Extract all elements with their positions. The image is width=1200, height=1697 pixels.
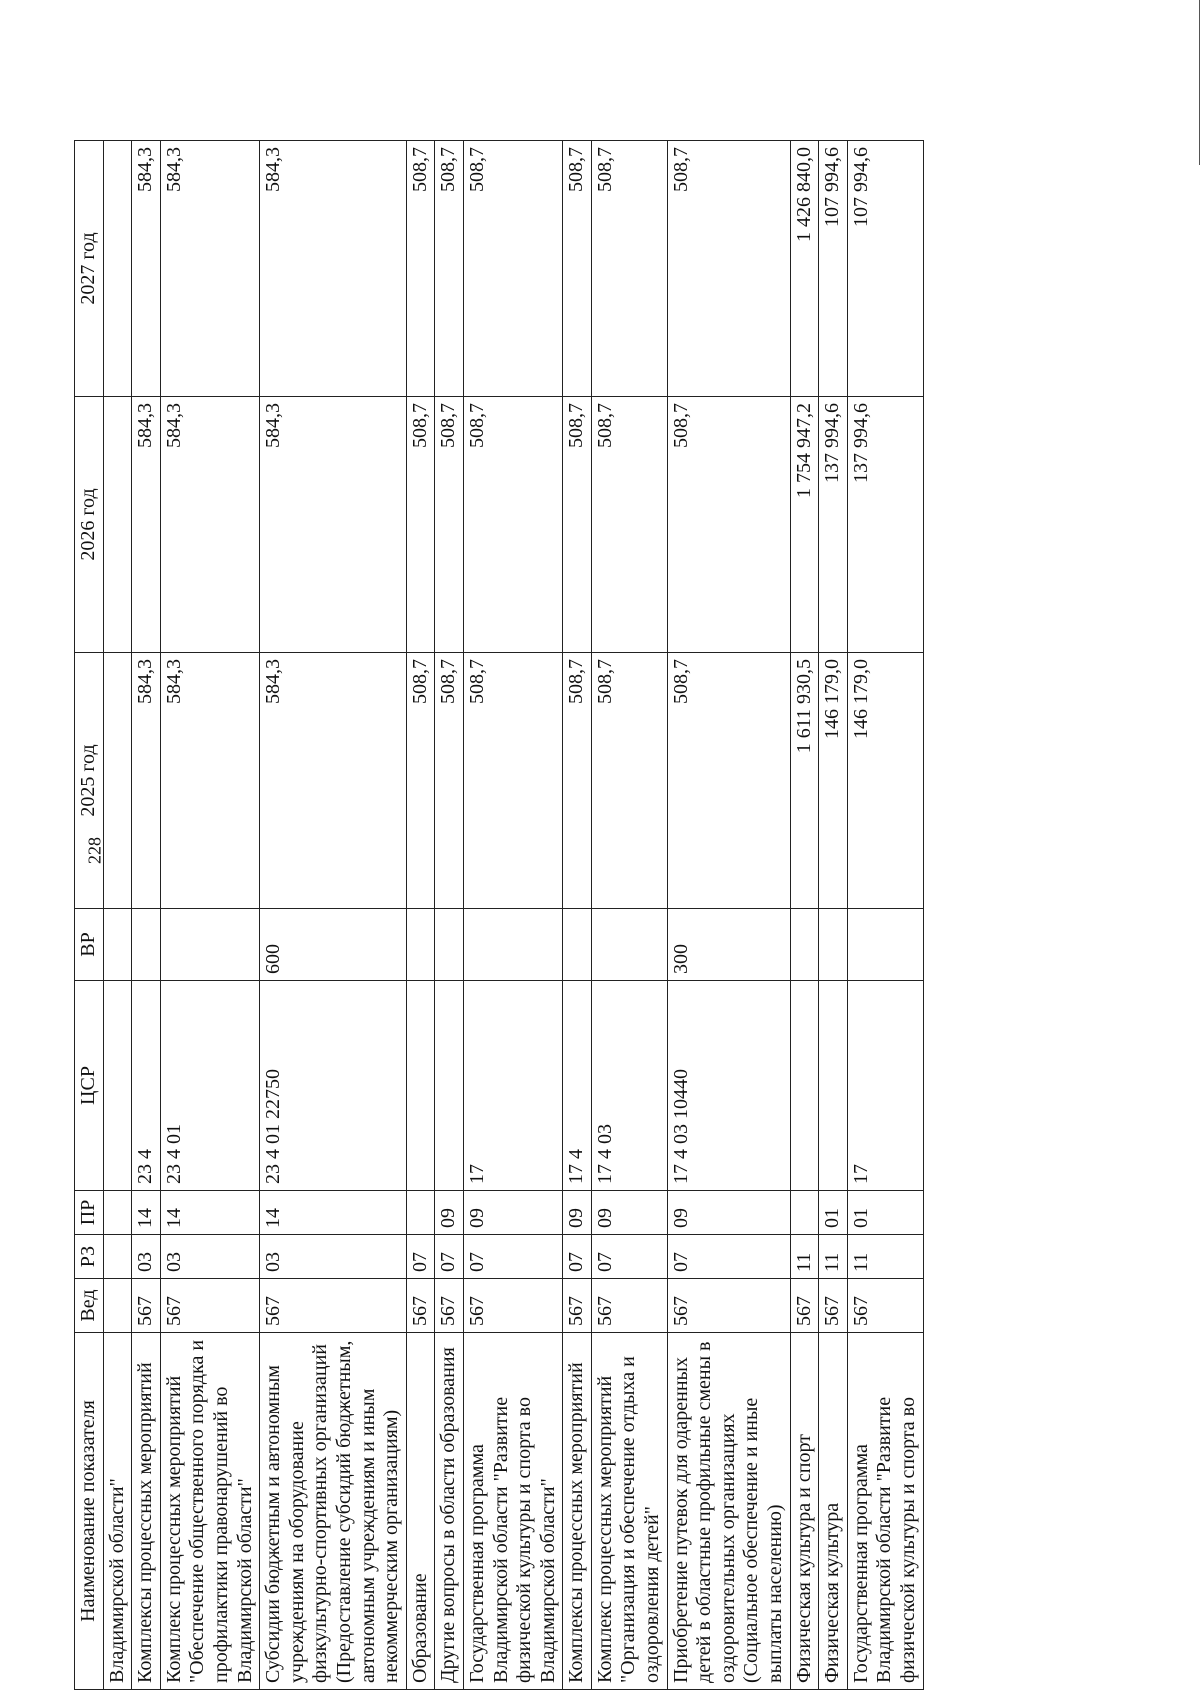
row-vr [435, 909, 464, 981]
row-2026: 584,3 [132, 397, 161, 653]
row-name: Комплекс процессных мероприятий "Организация и обеспечение отдыха и оздоровления детей" [591, 1333, 667, 1690]
row-vr [160, 909, 259, 981]
row-vr [463, 909, 562, 981]
table-row [847, 141, 923, 1690]
row-vr [591, 909, 667, 981]
row-2026: 137 994,6 [819, 397, 848, 653]
table-row [667, 141, 790, 1690]
header-vr: ВР [75, 909, 104, 981]
row-2026: 508,7 [463, 397, 562, 653]
row-rz: 07 [463, 1235, 562, 1279]
row-rz: 11 [819, 1235, 848, 1279]
row-rz [103, 1235, 132, 1279]
row-rz: 03 [132, 1235, 161, 1279]
row-2026: 508,7 [406, 397, 435, 653]
row-rz: 03 [160, 1235, 259, 1279]
header-pr: ПР [75, 1191, 104, 1235]
budget-table [74, 140, 924, 1690]
row-2025: 508,7 [563, 653, 592, 909]
row-vr [103, 909, 132, 981]
row-csr: 23 4 01 22750 [260, 981, 407, 1191]
row-name: Государственная программа Владимирской области "Развитие физической культуры и спорта во [847, 1333, 923, 1690]
row-csr [790, 981, 819, 1191]
row-ved: 567 [847, 1279, 923, 1333]
row-csr: 17 4 03 [591, 981, 667, 1191]
row-2025: 584,3 [260, 653, 407, 909]
row-2026: 508,7 [435, 397, 464, 653]
row-2027: 1 426 840,0 [790, 141, 819, 397]
row-csr: 23 4 [132, 981, 161, 1191]
row-pr: 01 [847, 1191, 923, 1235]
row-name: Физическая культура и спорт [790, 1333, 819, 1690]
row-ved: 567 [591, 1279, 667, 1333]
row-pr: 09 [667, 1191, 790, 1235]
row-ved: 567 [563, 1279, 592, 1333]
row-csr [819, 981, 848, 1191]
row-vr [819, 909, 848, 981]
row-2025: 584,3 [160, 653, 259, 909]
row-name: Физическая культура [819, 1333, 848, 1690]
row-pr: 14 [260, 1191, 407, 1235]
row-ved: 567 [260, 1279, 407, 1333]
row-csr: 23 4 01 [160, 981, 259, 1191]
row-2025: 508,7 [463, 653, 562, 909]
row-2025: 146 179,0 [819, 653, 848, 909]
row-2027: 584,3 [160, 141, 259, 397]
row-pr: 14 [160, 1191, 259, 1235]
row-name: Комплекс процессных мероприятий "Обеспечение общественного порядка и профилактики правонарушений во Владимирской области" [160, 1333, 259, 1690]
row-csr: 17 [463, 981, 562, 1191]
row-pr [406, 1191, 435, 1235]
row-2027: 508,7 [406, 141, 435, 397]
header-ved: Вед [75, 1279, 104, 1333]
header-csr: ЦСР [75, 981, 104, 1191]
row-rz: 07 [591, 1235, 667, 1279]
header-row [75, 141, 104, 1690]
row-ved: 567 [463, 1279, 562, 1333]
table-row [103, 141, 132, 1690]
table-row [406, 141, 435, 1690]
row-name: Государственная программа Владимирской области "Развитие физической культуры и спорта во Владимирской области" [463, 1333, 562, 1690]
table-row [790, 141, 819, 1690]
row-rz: 11 [847, 1235, 923, 1279]
table-row [591, 141, 667, 1690]
header-rz: РЗ [75, 1235, 104, 1279]
row-2027: 107 994,6 [819, 141, 848, 397]
row-csr [406, 981, 435, 1191]
row-2026: 584,3 [260, 397, 407, 653]
row-2026: 508,7 [591, 397, 667, 653]
row-name: Образование [406, 1333, 435, 1690]
table-row [260, 141, 407, 1690]
row-vr [406, 909, 435, 981]
row-name: Комплексы процессных мероприятий [132, 1333, 161, 1690]
row-pr: 01 [819, 1191, 848, 1235]
row-2027: 508,7 [463, 141, 562, 397]
row-2027: 584,3 [132, 141, 161, 397]
row-ved: 567 [790, 1279, 819, 1333]
row-rz: 11 [790, 1235, 819, 1279]
row-2026: 1 754 947,2 [790, 397, 819, 653]
row-name: Приобретение путевок для одаренных детей в областные профильные смены в оздоровительных организациях (Социальное обеспечение и иные выплаты населению) [667, 1333, 790, 1690]
row-vr [847, 909, 923, 981]
row-2025: 508,7 [667, 653, 790, 909]
row-2026: 137 994,6 [847, 397, 923, 653]
row-csr [103, 981, 132, 1191]
row-2026: 508,7 [563, 397, 592, 653]
row-2026: 508,7 [667, 397, 790, 653]
row-2025: 508,7 [406, 653, 435, 909]
row-2025: 584,3 [132, 653, 161, 909]
page-number: 228 [84, 837, 105, 864]
row-name: Субсидии бюджетным и автономным учреждениям на оборудование физкультурно-спортивных организаций (Предоставление субсидий бюджетным, автономным учреждениям и иным некоммерческим организациям) [260, 1333, 407, 1690]
table-body [103, 141, 923, 1690]
table-row [463, 141, 562, 1690]
row-vr [790, 909, 819, 981]
row-2027: 508,7 [591, 141, 667, 397]
row-2027 [103, 141, 132, 397]
row-2027: 508,7 [563, 141, 592, 397]
row-rz: 07 [563, 1235, 592, 1279]
row-csr [435, 981, 464, 1191]
table-row [563, 141, 592, 1690]
row-2026: 584,3 [160, 397, 259, 653]
header-2025: 2025 год [75, 653, 104, 909]
row-pr: 09 [591, 1191, 667, 1235]
row-ved: 567 [160, 1279, 259, 1333]
row-vr: 300 [667, 909, 790, 981]
row-pr: 09 [435, 1191, 464, 1235]
row-ved: 567 [667, 1279, 790, 1333]
row-csr: 17 [847, 981, 923, 1191]
row-2027: 508,7 [435, 141, 464, 397]
row-csr: 17 4 [563, 981, 592, 1191]
row-2025: 508,7 [435, 653, 464, 909]
row-ved: 567 [132, 1279, 161, 1333]
row-rz: 07 [667, 1235, 790, 1279]
row-ved: 567 [435, 1279, 464, 1333]
row-pr: 14 [132, 1191, 161, 1235]
row-name: Другие вопросы в области образования [435, 1333, 464, 1690]
table-row [132, 141, 161, 1690]
table-row [160, 141, 259, 1690]
row-2025 [103, 653, 132, 909]
table-row [435, 141, 464, 1690]
row-ved: 567 [819, 1279, 848, 1333]
row-name: Владимирской области" [103, 1333, 132, 1690]
row-vr: 600 [260, 909, 407, 981]
row-vr [563, 909, 592, 981]
row-2027: 107 994,6 [847, 141, 923, 397]
header-2027: 2027 год [75, 141, 104, 397]
row-2026 [103, 397, 132, 653]
row-rz: 07 [435, 1235, 464, 1279]
row-2027: 508,7 [667, 141, 790, 397]
row-pr [790, 1191, 819, 1235]
row-rz: 07 [406, 1235, 435, 1279]
row-pr: 09 [563, 1191, 592, 1235]
row-ved [103, 1279, 132, 1333]
row-2025: 508,7 [591, 653, 667, 909]
row-pr [103, 1191, 132, 1235]
table-row [819, 141, 848, 1690]
row-pr: 09 [463, 1191, 562, 1235]
header-name: Наименование показателя [75, 1333, 104, 1690]
header-2026: 2026 год [75, 397, 104, 653]
row-rz: 03 [260, 1235, 407, 1279]
row-csr: 17 4 03 10440 [667, 981, 790, 1191]
row-2027: 584,3 [260, 141, 407, 397]
row-name: Комплексы процессных мероприятий [563, 1333, 592, 1690]
row-ved: 567 [406, 1279, 435, 1333]
row-2025: 1 611 930,5 [790, 653, 819, 909]
row-vr [132, 909, 161, 981]
row-2025: 146 179,0 [847, 653, 923, 909]
